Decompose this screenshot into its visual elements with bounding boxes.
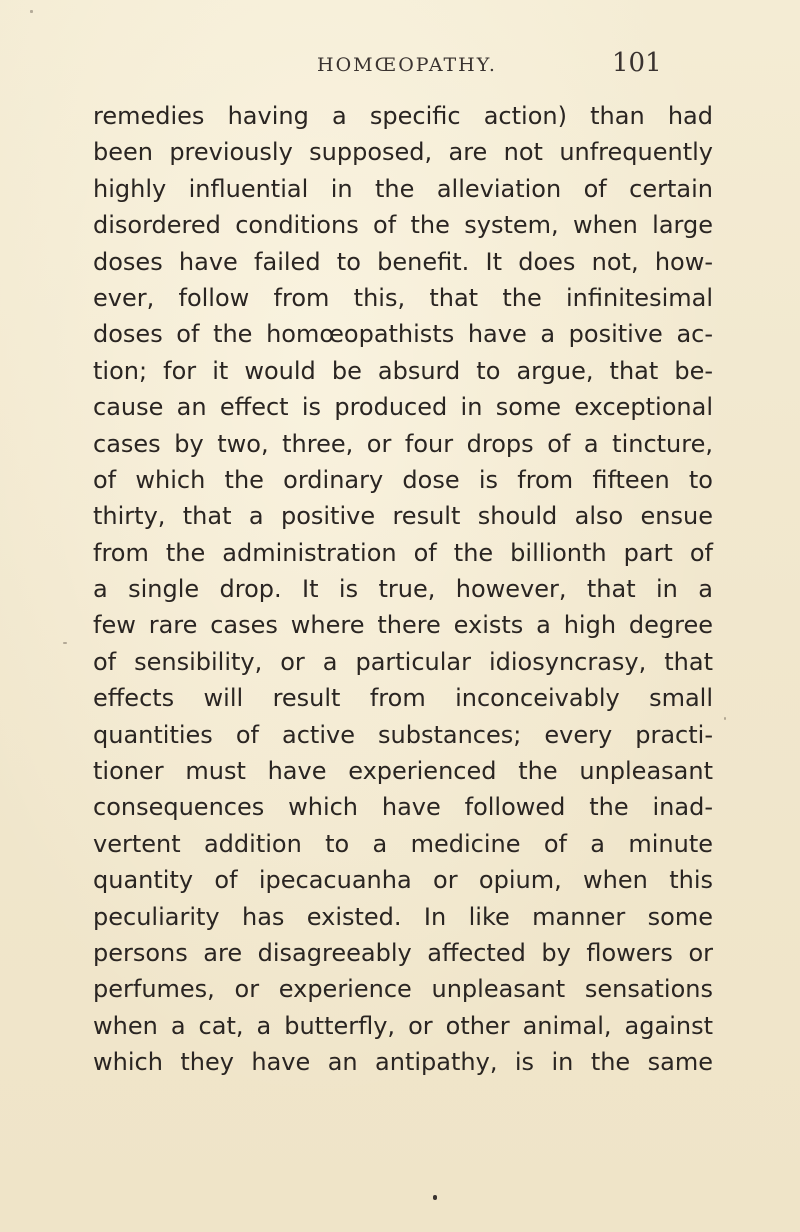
text-line: when a cat, a butterfly, or other animal, against — [93, 1011, 713, 1040]
text-line: cases by two, three, or four drops of a tincture, — [93, 429, 713, 458]
print-mark — [433, 1195, 437, 1200]
text-line: effects will result from inconceivably small — [93, 684, 713, 713]
body-text — [93, 98, 713, 1081]
text-line: which they have an antipathy, is in the same — [93, 1048, 713, 1077]
text-line: quantity of ipecacuanha or opium, when this — [93, 866, 713, 895]
text-line: a single drop. It is true, however, that in a — [93, 575, 713, 604]
text-line: been previously supposed, are not unfrequently — [93, 138, 713, 167]
text-line: remedies having a specific action) than had — [93, 102, 713, 130]
text-line: perfumes, or experience unpleasant sensations — [93, 975, 713, 1004]
text-line: persons are disagreeably affected by flowers or — [93, 938, 713, 967]
text-line: from the administration of the billionth part of — [93, 538, 713, 567]
running-head: HOMŒOPATHY. — [317, 54, 497, 76]
text-line: peculiarity has existed. In like manner some — [93, 902, 713, 931]
text-line: of which the ordinary dose is from fifteen to — [93, 465, 713, 494]
paper-speck — [724, 717, 726, 720]
text-line: ever, follow from this, that the infinitesimal — [93, 283, 713, 312]
text-line: tion; for it would be absurd to argue, that be- — [93, 356, 713, 385]
paper-speck — [30, 10, 33, 13]
text-line: highly influential in the alleviation of certain — [93, 174, 713, 203]
text-line: consequences which have followed the inad- — [93, 793, 713, 822]
text-line: tioner must have experienced the unpleasant — [93, 757, 713, 786]
text-line: doses have failed to benefit. It does not, how- — [93, 247, 713, 276]
paper-speck — [63, 642, 67, 644]
page-header — [0, 48, 800, 88]
text-line: cause an effect is produced in some exceptional — [93, 393, 713, 422]
text-line: disordered conditions of the system, when large — [93, 211, 713, 240]
text-line: vertent addition to a medicine of a minute — [93, 829, 713, 858]
page-number: 101 — [612, 48, 662, 78]
text-line: of sensibility, or a particular idiosyncrasy, that — [93, 647, 713, 676]
text-line: doses of the homœopathists have a positive ac- — [93, 320, 713, 349]
text-line: few rare cases where there exists a high degree — [93, 611, 713, 640]
text-line: thirty, that a positive result should also ensue — [93, 502, 713, 531]
text-line: quantities of active substances; every practi- — [93, 720, 713, 749]
